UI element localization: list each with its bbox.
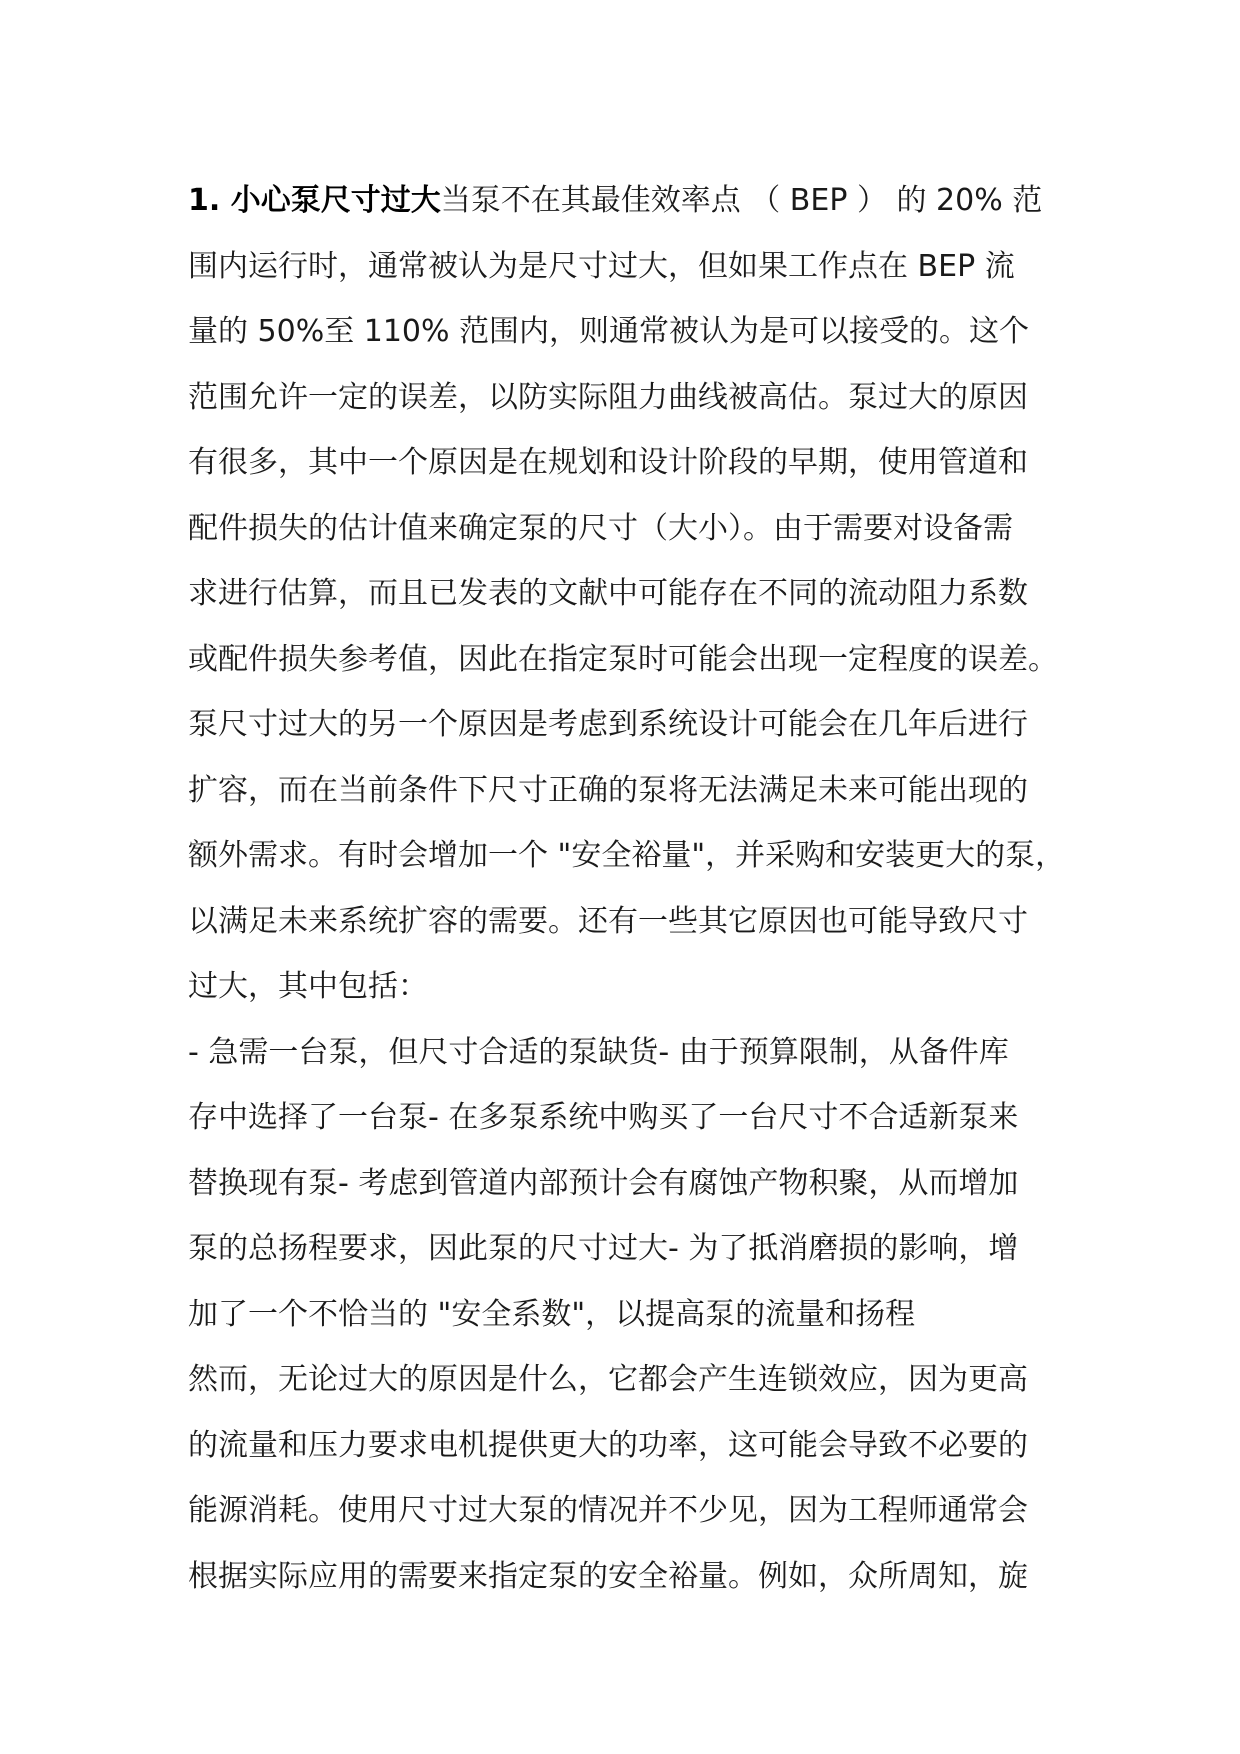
text-line-17: 泵的总扬程要求，因此泵的尺寸过大- 为了抵消磨损的影响，增 <box>188 1231 1019 1266</box>
text-line-4: 范围允许一定的误差，以防实际阻力曲线被高估。泵过大的原因 <box>188 379 1028 415</box>
text-line-21: 能源消耗。使用尺寸过大泵的情况并不少见，因为工程师通常会 <box>188 1493 1028 1528</box>
text-line-18: 加了一个不恰当的 "安全系数"，以提高泵的流量和扬程 <box>188 1296 916 1332</box>
text-line-14: - 急需一台泵，但尺寸合适的泵缺货- 由于预算限制，从备件库 <box>188 1034 1009 1070</box>
text-line-5: 有很多，其中一个原因是在规划和设计阶段的早期，使用管道和 <box>188 445 1028 480</box>
text-line-1 <box>188 168 1078 234</box>
text-line-1-content: 当泵不在其最佳效率点 （ BEP ） 的 20% 范 <box>440 183 1043 218</box>
section-heading: 1. 小心泵尺寸过大 <box>188 183 441 218</box>
text-line-7: 求进行估算，而且已发表的文献中可能存在不同的流动阻力系数 <box>188 576 1028 611</box>
text-line-9: 泵尺寸过大的另一个原因是考虑到系统设计可能会在几年后进行 <box>188 707 1028 742</box>
text-line-12: 以满足未来系统扩容的需要。还有一些其它原因也可能导致尺寸 <box>188 903 1028 939</box>
text-line-22: 根据实际应用的需要来指定泵的安全裕量。例如，众所周知，旋 <box>188 1558 1028 1594</box>
text-line-16: 替换现有泵- 考虑到管道内部预计会有腐蚀产物积聚，从而增加 <box>188 1165 1019 1201</box>
text-line-10: 扩容，而在当前条件下尺寸正确的泵将无法满足未来可能出现的 <box>188 772 1028 808</box>
text-line-19: 然而，无论过大的原因是什么，它都会产生连锁效应，因为更高 <box>188 1362 1028 1397</box>
body-text <box>188 168 1078 1609</box>
text-line-15: 存中选择了一台泵- 在多泵系统中购买了一台尺寸不合适新泵来 <box>188 1100 1019 1135</box>
text-line-11: 额外需求。有时会增加一个 "安全裕量"，并采购和安装更大的泵， <box>188 838 1066 873</box>
text-line-3: 量的 50%至 110% 范围内，则通常被认为是可以接受的。这个 <box>188 314 1030 349</box>
text-line-8: 或配件损失参考值，因此在指定泵时可能会出现一定程度的误差。 <box>188 641 1058 677</box>
text-line-2: 围内运行时，通常被认为是尺寸过大，但如果工作点在 BEP 流 <box>188 248 1015 284</box>
text-line-13: 过大，其中包括： <box>188 969 428 1004</box>
text-line-20: 的流量和压力要求电机提供更大的功率，这可能会导致不必要的 <box>188 1427 1028 1463</box>
text-line-6: 配件损失的估计值来确定泵的尺寸（大小）。由于需要对设备需 <box>188 510 1013 546</box>
